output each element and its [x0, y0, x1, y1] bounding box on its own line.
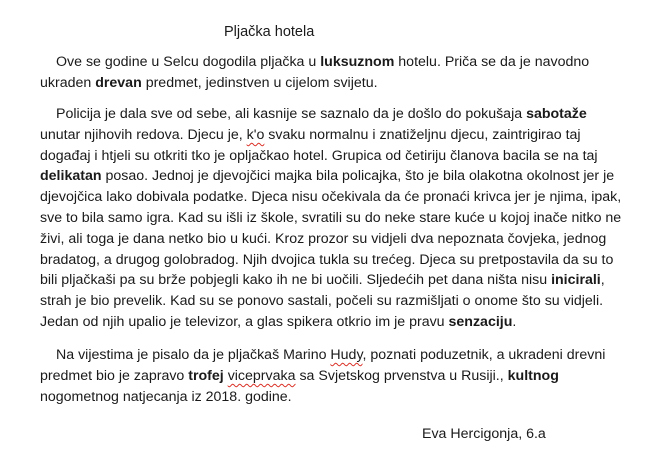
- text-line: [40, 387, 632, 408]
- text-run: , poznati poduzetnik, a ukradeni drevni: [362, 347, 606, 363]
- spellcheck-flagged-word: Hudy: [330, 347, 363, 363]
- document-title: Pljačka hotela: [224, 24, 315, 40]
- text-run: bradatog, a drugog golobradog. Njih dvojica tukla su trećeg. Djeca su pretpostavila da su to: [40, 251, 614, 268]
- text-line: [40, 208, 632, 229]
- text-run: događaj i htjeli su otkriti tko je opljačkao hotel. Grupica od četiriju članova bacila se na taj: [40, 147, 598, 164]
- text-run: strah je bio prevelik. Kad su se ponovo sastali, počeli su razmišljati o onome što su vidjeli.: [40, 293, 604, 310]
- text-run: predmet, jedinstven u cijelom svijetu.: [141, 74, 378, 91]
- text-line: [40, 229, 632, 250]
- text-run: nogometnog natjecanja iz 2018. godine.: [40, 388, 292, 405]
- text-run: ,: [600, 272, 605, 289]
- bold-word: kultnog: [507, 367, 559, 384]
- text-line: [40, 366, 632, 387]
- paragraph-3: [40, 345, 632, 407]
- text-run: Na vijestima je pisalo da je pljačkaš Marino: [56, 347, 331, 363]
- text-line: [40, 187, 632, 208]
- text-run: živi, ali toga je dana netko bio u kući. Kroz prozor su vidjeli dva nepoznata čovjeka, jednog: [40, 230, 607, 247]
- text-line: [40, 291, 632, 312]
- bold-word: senzaciju: [448, 313, 513, 330]
- text-line: [40, 345, 632, 366]
- text-line: [40, 270, 632, 291]
- text-run: posao. Jednoj je djevojčici majka bila policajka, što je bila olakotna okolnost jer je: [101, 168, 615, 185]
- text-line: [40, 146, 632, 167]
- text-run: djevojčica lako dobivala podatke. Djeca nisu očekivala da će pronaći krivca jer je njima, ipak,: [40, 189, 622, 206]
- text-line: [40, 166, 632, 187]
- text-line: [40, 125, 632, 146]
- bold-word: trofej: [188, 367, 224, 384]
- text-run: sa Svjetskog prvenstva u Rusiji.,: [295, 367, 508, 384]
- bold-word: inicirali: [551, 272, 601, 289]
- bold-word: sabotaže: [526, 106, 587, 122]
- spellcheck-flagged-word: k'o: [246, 126, 265, 143]
- text-run: Policija je dala sve od sebe, ali kasnije se saznalo da je došlo do pokušaja: [56, 106, 527, 122]
- text-line: [40, 73, 632, 94]
- text-run: svaku normalnu i znatiželjnu djecu, zaintrigirao taj: [264, 126, 581, 143]
- text-run: Jedan od njih upalio je televizor, a glas spikera otkrio im je pravu: [40, 313, 449, 330]
- text-line: [40, 52, 632, 73]
- text-run: unutar njihovih redova. Djecu je,: [40, 126, 247, 143]
- text-run: .: [512, 313, 517, 330]
- bold-word: delikatan: [40, 168, 102, 185]
- text-run: Ove se godine u Selcu dogodila pljačka u: [56, 54, 321, 70]
- paragraph-2: [40, 104, 632, 333]
- bold-word: drevan: [95, 74, 142, 91]
- bold-word: luksuznom: [320, 54, 395, 70]
- text-line: [40, 104, 632, 125]
- text-run: sve to bila samo igra. Kad su išli iz škole, svratili su do neke stare kuće u kojoj inače nitko ne: [40, 209, 622, 226]
- author-signature: Eva Hercigonja, 6.a: [422, 426, 546, 442]
- text-run: ukraden: [40, 74, 96, 91]
- text-run: predmet bio je zapravo: [40, 367, 189, 384]
- text-run: hotelu. Priča se da je navodno: [394, 54, 590, 70]
- text-line: [40, 312, 632, 333]
- text-line: [40, 250, 632, 271]
- paragraph-1: [40, 52, 632, 94]
- text-run: bili pljačkaši pa su brže pobjegli kako ih ne bi uočili. Sljedećih pet dana ništa nisu: [40, 272, 552, 289]
- spellcheck-flagged-word: viceprvaka: [227, 367, 296, 384]
